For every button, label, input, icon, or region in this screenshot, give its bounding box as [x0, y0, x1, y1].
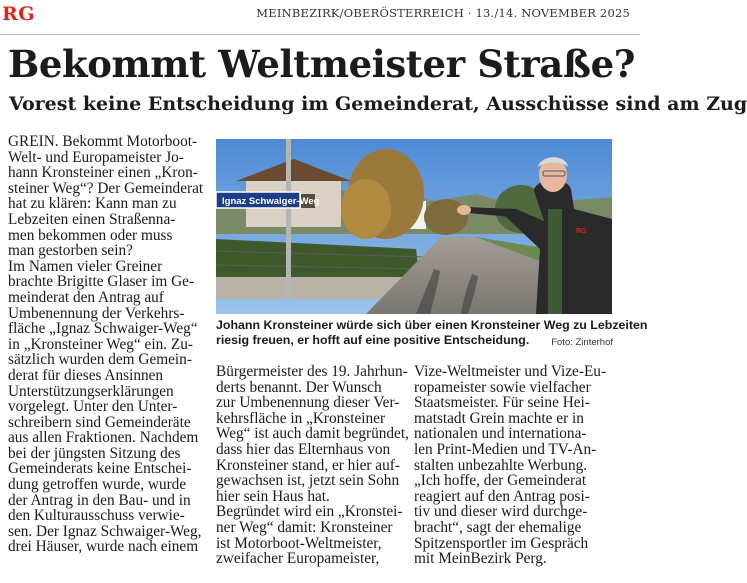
article-column-3	[414, 364, 612, 567]
text-line: Staatsmeister. Für seine Hei-	[414, 394, 590, 412]
jacket-logo: RG	[576, 228, 587, 235]
text-line: Weg“ ist auch damit begründet,	[216, 425, 409, 443]
text-line: in „Kronsteiner Weg“ ein. Zu-	[8, 335, 193, 353]
photo-illustration	[216, 139, 612, 314]
text-line: dung getroffen wurde, wurde	[8, 476, 187, 494]
text-line: Spitzensportler im Gespräch	[414, 534, 589, 552]
text-line: derat für dieses Ansinnen	[8, 366, 164, 384]
photo-caption: Johann Kronsteiner würde sich über einen Kronsteiner Weg zu Lebzeiten riesig freuen, er hofft auf eine positive Entscheidung.	[216, 318, 648, 347]
text-line: Begründet wird ein „Kronstei-	[216, 503, 403, 521]
text-line: „Ich hoffe, der Gemeinderat	[414, 472, 587, 490]
text-line: Vize-Weltmeister und Vize-Eu-	[414, 363, 607, 380]
text-line: nationalen und internationa-	[414, 425, 587, 443]
text-line: gewachsen ist, jetzt sein Sohn	[216, 472, 400, 490]
text-line: meinderat den Antrag auf	[8, 288, 164, 306]
text-line: aus allen Fraktionen. Nachdem	[8, 429, 199, 447]
text-line: Umbenennung der Verkehrs-	[8, 304, 185, 322]
text-line: Kronsteiner stand, er hier auf-	[216, 456, 400, 474]
text-line: bracht“, sagt der ehemalige	[414, 518, 582, 536]
text-line: reagiert auf den Antrag posi-	[414, 487, 590, 505]
text-line: den Kulturausschuss verwie-	[8, 507, 185, 525]
headline: Bekommt Weltmeister Straße?	[8, 42, 636, 86]
text-line: stalten unbezahlte Werbung.	[414, 456, 588, 474]
street-sign-text: Ignaz Schwaiger-Weg	[222, 196, 320, 207]
text-line: brachte Brigitte Glaser im Ge-	[8, 273, 195, 291]
text-line: bei der jüngsten Sitzung des	[8, 444, 181, 462]
text-line: ner Weg“ damit: Kronsteiner	[216, 518, 393, 536]
text-line: Bürgermeister des 19. Jahrhun-	[216, 363, 408, 380]
text-line: ist Motorboot-Weltmeister,	[216, 534, 382, 552]
text-line: man gestorben sein?	[8, 242, 133, 260]
article-photo	[216, 139, 612, 314]
text-line: len Print-Medien und TV-An-	[414, 440, 597, 458]
text-line: sätzlich wurden dem Gemein-	[8, 351, 192, 369]
text-line: kehrsfläche in „Kronsteiner	[216, 409, 386, 427]
text-line: fläche „Ignaz Schwaiger-Weg“	[8, 320, 198, 338]
issue-meta: MEINBEZIRK/OBERÖSTERREICH · 13./14. NOVEMBER 2025	[256, 6, 630, 20]
text-line: ropameister sowie vielfacher	[414, 378, 591, 396]
text-line: Unterstützungserklärungen	[8, 382, 174, 400]
text-line: dass hier das Elternhaus von	[216, 440, 391, 458]
text-line: hat zu klären: Kann man zu	[8, 195, 177, 213]
text-line: Welt- und Europameister Jo-	[8, 148, 184, 166]
text-line: zur Umbenennung dieser Ver-	[216, 394, 400, 412]
text-line: matstadt Grein machte er in	[414, 409, 584, 427]
article-column-1	[8, 134, 206, 555]
text-line: Im Namen vieler Greiner	[8, 257, 163, 275]
text-line: derts benannt. Der Wunsch	[216, 378, 382, 396]
text-line: Gemeinderats keine Entschei-	[8, 460, 192, 478]
text-line: hann Kronsteiner einen „Kron-	[8, 164, 198, 182]
text-line: steiner Weg“? Der Gemeinderat	[8, 179, 204, 197]
text-line: tiv und dieser wird durchge-	[414, 503, 588, 521]
header-divider	[0, 34, 640, 35]
text-line: zweifacher Europameister,	[216, 550, 380, 568]
subheadline: Vorest keine Entscheidung im Gemeinderat, Ausschüsse sind am Zug	[9, 93, 747, 115]
text-line: der Antrag in den Bau- und in	[8, 491, 191, 509]
text-line: schreibern sind Gemeinderäte	[8, 413, 191, 431]
text-line: Lebzeiten einen Straßenna-	[8, 210, 176, 228]
text-line: hier sein Haus hat.	[216, 487, 330, 505]
text-line: mit MeinBezirk Perg.	[414, 550, 547, 568]
article-column-2	[216, 363, 409, 568]
text-line: drei Häuser, wurde nach einem	[8, 538, 199, 556]
text-line: men bekommen oder muss	[8, 226, 173, 244]
text-line: sen. Der Ignaz Schwaiger-Weg,	[8, 522, 202, 540]
section-tag: RG	[2, 3, 36, 25]
text-line: GREIN. Bekommt Motorboot-	[8, 133, 198, 150]
text-line: vorgelegt. Unter den Unter-	[8, 398, 178, 416]
photo-credit: Foto: Zinterhof	[551, 337, 613, 348]
